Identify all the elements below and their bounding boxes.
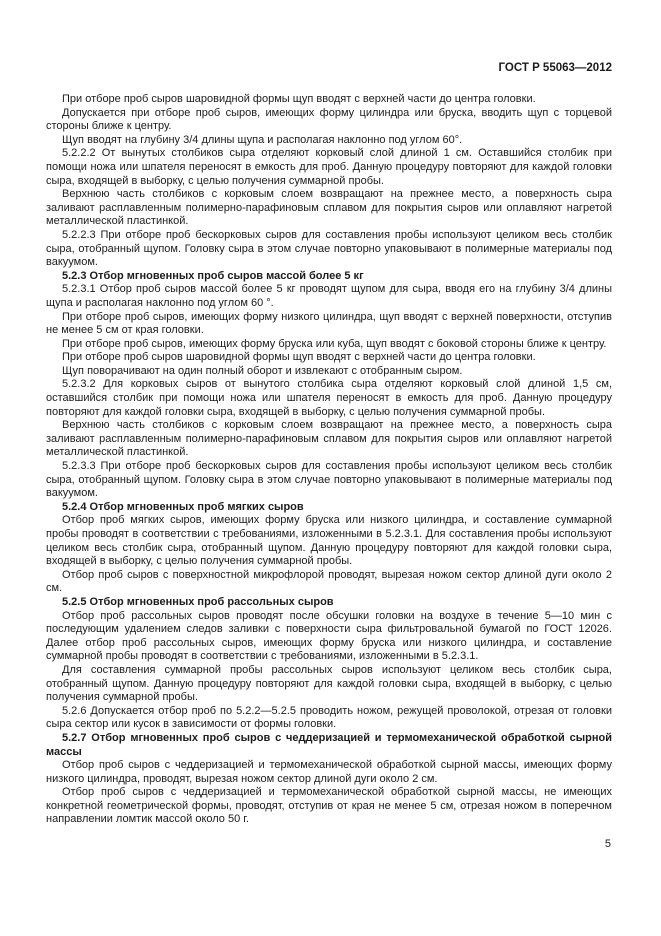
section-heading: 5.2.3 Отбор мгновенных проб сыров массой более 5 кг [62,269,364,282]
paragraph: Щуп поворачивают на один полный оборот и извлекают с отобранным сыром. [62,364,463,377]
document-code-header: ГОСТ Р 55063—2012 [498,62,612,74]
paragraph: Отбор проб сыров с поверхностной микрофлорой проводят, вырезая ножом сектор длиной дуги около 2 см. [46,568,612,595]
paragraph: Верхнюю часть столбиков с корковым слоем возвращают на прежнее место, а поверхность сыра заливают расплавленным полимерно-парафиновым сплавом для покрытия сыров или оплавляют нагретой металлической пластинкой. [46,188,612,228]
paragraph: 5.2.3.2 Для корковых сыров от вынутого столбика сыра отделяют корковый слой длиной 1,5 см, оставшийся столбик при помощи ножа или шпателя переносят в емкость для проб. Данную процедуру повторяют для каждой головки сыра, входящей в выборку, с целью получения суммарной пробы. [46,378,612,418]
paragraph: Верхнюю часть столбиков с корковым слоем возвращают на прежнее место, а поверхность сыра заливают расплавленным полимерно-парафиновым сплавом для покрытия сыров или оплавляют нагретой металлической пластинкой. [46,419,612,459]
paragraph: При отборе проб сыров, имеющих форму бруска или куба, щуп вводят с боковой стороны ближе к центру. [62,337,607,350]
paragraph: Отбор проб сыров с чеддеризацией и термомеханической обработкой сырной массы, не имеющих конкретной геометрической формы, проводят, отступив от края не менее 5 см, отрезая ножом в поперечном направлении ломтик массой около 50 г. [46,786,612,826]
paragraph: 5.2.6 Допускается отбор проб по 5.2.2—5.2.5 проводить ножом, режущей проволокой, отрезая от головки сыра сектор или кусок в зависимости от формы головки. [46,704,612,731]
paragraph: Отбор проб рассольных сыров проводят после обсушки головки на воздухе в течение 5—10 мин с последующим удалением следов заливки с поверхности сыра фильтровальной бумагой по ГОСТ 12026. Далее отбор проб рассольных сыров, имеющих форму бруска или низкого цилиндра, и составление суммарной пробы проводят в соответствии с требованиями, изложенными в 5.2.3.1. [46,609,612,663]
paragraph: При отборе проб сыров шаровидной формы щуп вводят с верхней части до центра головки. [62,93,536,105]
paragraph: Отбор проб мягких сыров, имеющих форму бруска или низкого цилиндра, и составление суммарной пробы проводят в соответствии с требованиями, изложенными в 5.2.3.1. Для составления пробы используют целиком весь столбик сыра, отобранный щупом. Данную процедуру повторяют для каждой головки сыра, входящей в выборку, с целью получения суммарной пробы. [46,514,612,568]
section-heading: 5.2.5 Отбор мгновенных проб рассольных сыров [62,595,334,608]
document-content [46,62,612,827]
paragraph: 5.2.2.3 При отборе проб бескорковых сыров для составления пробы используют целиком весь столбик сыра, отобранный щупом. Головку сыра в этом случае повторно упаковывают в полимерные материалы под вакуумом. [46,228,612,269]
paragraph: 5.2.3.3 При отборе проб бескорковых сыров для составления пробы используют целиком весь столбик сыра, отобранный щупом. Головку сыра в этом случае повторно упаковывают в полимерные материалы под вакуумом. [46,460,612,500]
paragraph: Допускается при отборе проб сыров, имеющих форму цилиндра или бруска, вводить щуп с торцевой стороны ближе к центру. [46,106,612,133]
page-number: 5 [604,838,611,850]
paragraph: Щуп вводят на глубину 3/4 длины щупа и располагая наклонно под углом 60°. [62,133,463,146]
paragraph: Для составления суммарной пробы рассольных сыров используют целиком весь столбик сыра, отобранный щупом. Данную процедуру повторяют для каждой головки сыра, входящей в выборку, с целью получения суммарной пробы. [46,663,612,704]
paragraph: Отбор проб сыров с чеддеризацией и термомеханической обработкой сырной массы, имеющих форму низкого цилиндра, проводят, вырезая ножом сектор длиной дуги около 2 см. [46,759,612,785]
paragraph: 5.2.2.2 От вынутых столбиков сыра отделяют корковый слой длиной 1 см. Оставшийся столбик при помощи ножа или шпателя переносят в емкость для проб. Данную процедуру повторяют для каждой головки сыра, входящей в выборку, с целью получения суммарной пробы. [46,147,612,187]
paragraph: При отборе проб сыров, имеющих форму низкого цилиндра, щуп вводят с верхней поверхности, отступив не менее 5 см от края головки. [46,310,612,337]
section-heading: 5.2.4 Отбор мгновенных проб мягких сыров [62,500,304,513]
paragraph: При отборе проб сыров шаровидной формы щуп вводят с верхней части до центра головки. [62,351,536,364]
paragraph: 5.2.3.1 Отбор проб сыров массой более 5 кг проводят щупом для сыра, вводя его на глубину 3/4 длины щупа и располагая наклонно под углом 60 °. [46,283,612,309]
section-heading: 5.2.7 Отбор мгновенных проб сыров с чеддеризацией и термомеханической обработкой сырной массы [46,731,612,758]
